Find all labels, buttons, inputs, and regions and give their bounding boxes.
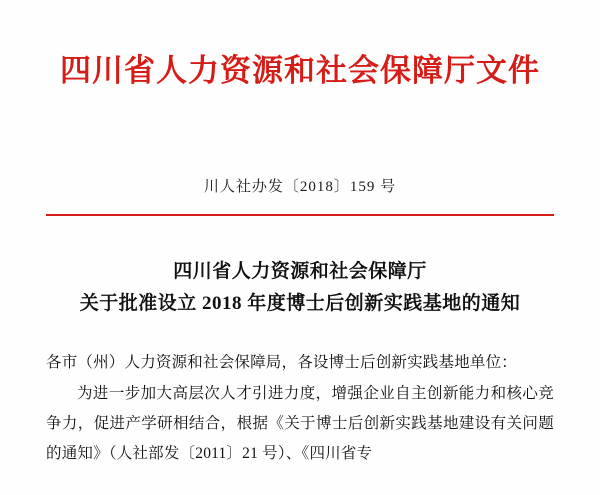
document-subject [0,256,600,321]
document-header [0,0,600,91]
document-number: 川人社办发〔2018〕159 号 [203,178,397,195]
body-paragraph: 为进一步加大高层次人才引进力度，增强企业自主创新能力和核心竞争力，促进产学研相结合，根据《关于博士后创新实践基地建设有关问题的通知》（人社部发〔2011〕21 号）、《四川省专 [46,384,554,462]
subject-line-1: 四川省人力资源和社会保障厅 [173,260,427,282]
subject-line-2: 关于批准设立 2018 年度博士后创新实践基地的通知 [79,293,521,315]
document-header-title: 四川省人力资源和社会保障厅文件 [60,53,540,88]
body-paragraph: 各市（州）人力资源和社会保障局，各设博士后创新实践基地单位： [46,354,518,372]
document-body [46,348,554,469]
red-divider-rule [46,214,554,216]
